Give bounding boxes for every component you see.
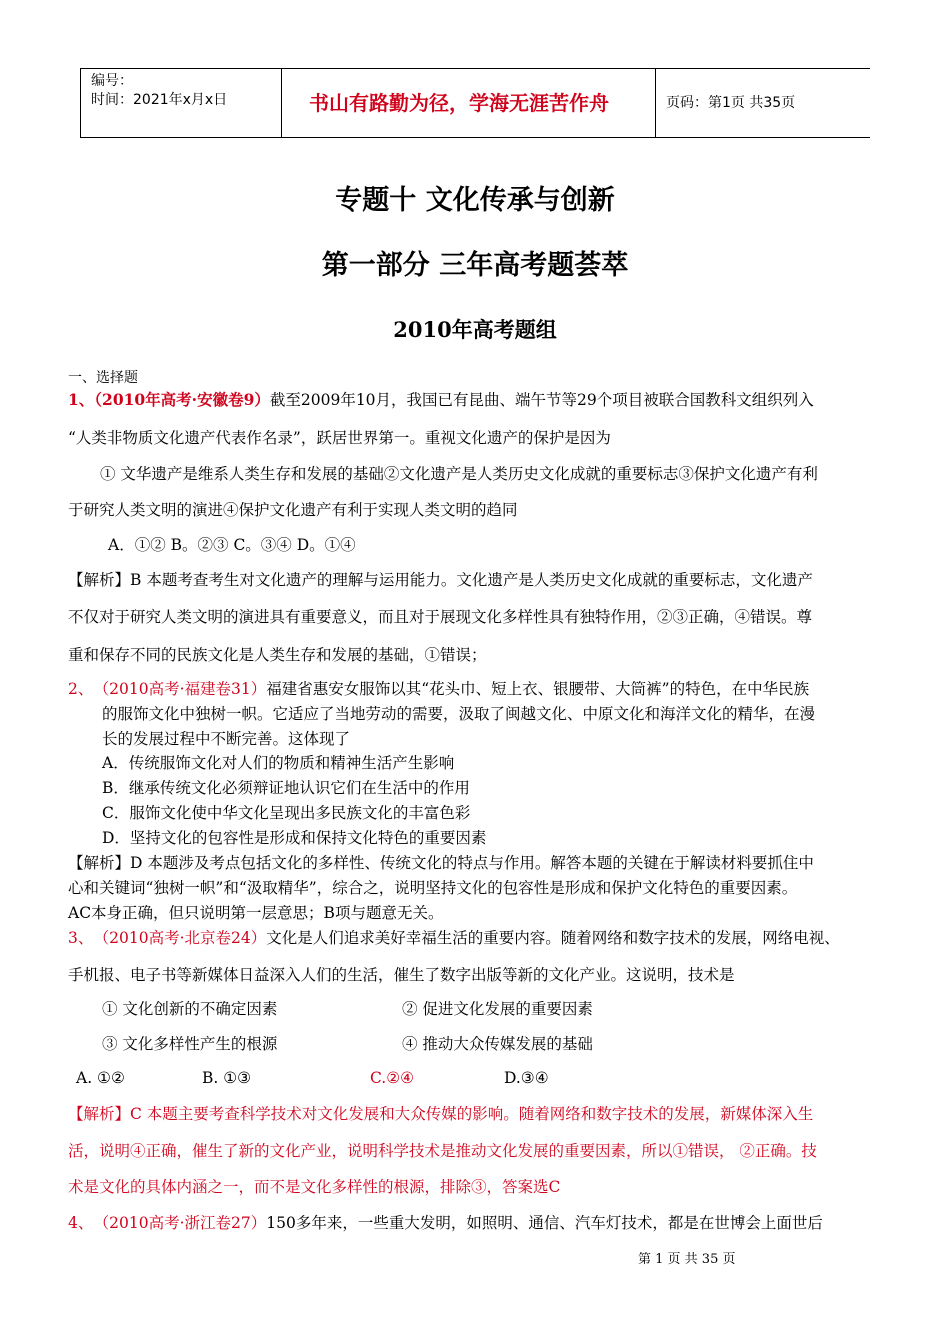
- question-1-choices: A．①② B。②③ C。③④ D。①④: [108, 536, 356, 554]
- code-label: 编号：: [91, 73, 133, 89]
- question-3-option-2: ② 促进文化发展的重要因素: [402, 1000, 593, 1018]
- question-2-option-a: A．传统服饰文化对人们的物质和精神生活产生影响: [102, 754, 455, 772]
- question-3-choice-d: D.③④: [504, 1069, 549, 1087]
- question-1-analysis-3: 重和保存不同的民族文化是人类生存和发展的基础，①错误；: [68, 646, 487, 664]
- question-source: （2010高考·浙江卷27）: [101, 1214, 267, 1232]
- question-2-stem-2: 的服饰文化中独树一帜。它适应了当地劳动的需要，汲取了闽越文化、中原文化和海洋文化的精华，在漫: [102, 705, 816, 723]
- question-2-stem: 2、 （2010高考·福建卷31）福建省惠安女服饰以其“花头巾、短上衣、银腰带、大筒裤”的特色，在中华民族: [68, 680, 810, 698]
- question-3-analysis-3: 术是文化的具体内涵之一，而不是文化多样性的根源，排除③，答案选C: [68, 1178, 561, 1196]
- page-header: [80, 68, 870, 138]
- question-3-analysis: 【解析】C 本题主要考查科学技术对文化发展和大众传媒的影响。随着网络和数字技术的发展，新媒体深入生: [68, 1105, 814, 1123]
- question-1-option-2: 于研究人类文明的演进④保护文化遗产有利于实现人类文明的趋同: [68, 501, 518, 519]
- question-4-stem: 4、 （2010高考·浙江卷27）150多年来，一些重大发明，如照明、通信、汽车灯技术，都是在世博会上面世后: [68, 1214, 823, 1232]
- question-3-choice-c: C.②④: [370, 1069, 415, 1087]
- date-label: 时间：2021年x月x日: [91, 92, 228, 108]
- question-number: 3、: [68, 929, 94, 947]
- question-number: 2、: [68, 680, 94, 698]
- header-meta: [80, 69, 281, 137]
- question-3-stem: 3、 （2010高考·北京卷24）文化是人们追求美好幸福生活的重要内容。随着网络和数字技术的发展，网络电视、: [68, 929, 840, 947]
- question-2-option-c: C．服饰文化使中华文化呈现出多民族文化的丰富色彩: [102, 804, 471, 822]
- question-3-choice-a: A. ①②: [76, 1069, 125, 1087]
- question-1-stem-cont: “人类非物质文化遗产代表作名录”，跃居世界第一。重视文化遗产的保护是因为: [68, 429, 611, 447]
- topic-title: 专题十 文化传承与创新: [335, 185, 615, 216]
- question-1-analysis-2: 不仅对于研究人类文明的演进具有重要意义，而且对于展现文化多样性具有独特作用，②③正确，④错误。尊: [68, 608, 813, 626]
- question-1-option-1: ① 文华遗产是维系人类生存和发展的基础②文化遗产是人类历史文化成就的重要标志③保护文化遗产有利: [100, 465, 818, 483]
- question-number: 4、: [68, 1214, 94, 1232]
- question-2-analysis-3: AC本身正确，但只说明第一层意思；B项与题意无关。: [68, 904, 444, 922]
- section-label: 一、选择题: [68, 370, 138, 386]
- question-2-option-b: B．继承传统文化必须辩证地认识它们在生活中的作用: [102, 779, 470, 797]
- header-page-info: 页码：第1页 共35页: [666, 95, 796, 111]
- question-number: 1、: [68, 390, 95, 409]
- question-3-option-4: ④ 推动大众传媒发展的基础: [402, 1035, 593, 1053]
- question-1-stem: 1、（2010年高考·安徽卷9）截至2009年10月，我国已有昆曲、端午节等29个项目被联合国教科文组织列入: [68, 390, 814, 409]
- question-3-analysis-2: 活，说明④正确，催生了新的文化产业，说明科学技术是推动文化发展的重要因素，所以①错误， ②正确。技: [68, 1142, 817, 1160]
- question-2-option-d: D．坚持文化的包容性是形成和保持文化特色的重要因素: [102, 829, 487, 847]
- question-3-choice-b: B. ①③: [202, 1069, 252, 1087]
- question-3-option-3: ③ 文化多样性产生的根源: [102, 1035, 278, 1053]
- question-2-analysis-2: 心和关键词“独树一帜”和“汲取精华”，综合之，说明坚持文化的包容性是形成和保护文化特色的重要因素。: [68, 879, 798, 897]
- question-2-stem-3: 长的发展过程中不断完善。这体现了: [102, 730, 351, 748]
- question-3-stem-2: 手机报、电子书等新媒体日益深入人们的生活，催生了数字出版等新的文化产业。这说明，技术是: [68, 966, 735, 984]
- question-1-analysis: 【解析】B 本题考查考生对文化遗产的理解与运用能力。文化遗产是人类历史文化成就的重要标志，文化遗产: [68, 571, 813, 589]
- group-title: 2010年高考题组: [393, 317, 557, 342]
- question-source: （2010年高考·安徽卷9）: [94, 390, 270, 409]
- question-source: （2010高考·北京卷24）: [101, 929, 267, 947]
- question-source: （2010高考·福建卷31）: [101, 680, 267, 698]
- question-2-analysis: 【解析】D 本题涉及考点包括文化的多样性、传统文化的特点与作用。解答本题的关键在于解读材料要抓住中: [68, 854, 814, 872]
- part-title: 第一部分 三年高考题荟萃: [321, 250, 629, 281]
- page-footer: 第 1 页 共 35 页: [638, 1252, 736, 1267]
- question-3-option-1: ① 文化创新的不确定因素: [102, 1000, 278, 1018]
- header-motto: 书山有路勤为径，学海无涯苦作舟: [281, 69, 656, 137]
